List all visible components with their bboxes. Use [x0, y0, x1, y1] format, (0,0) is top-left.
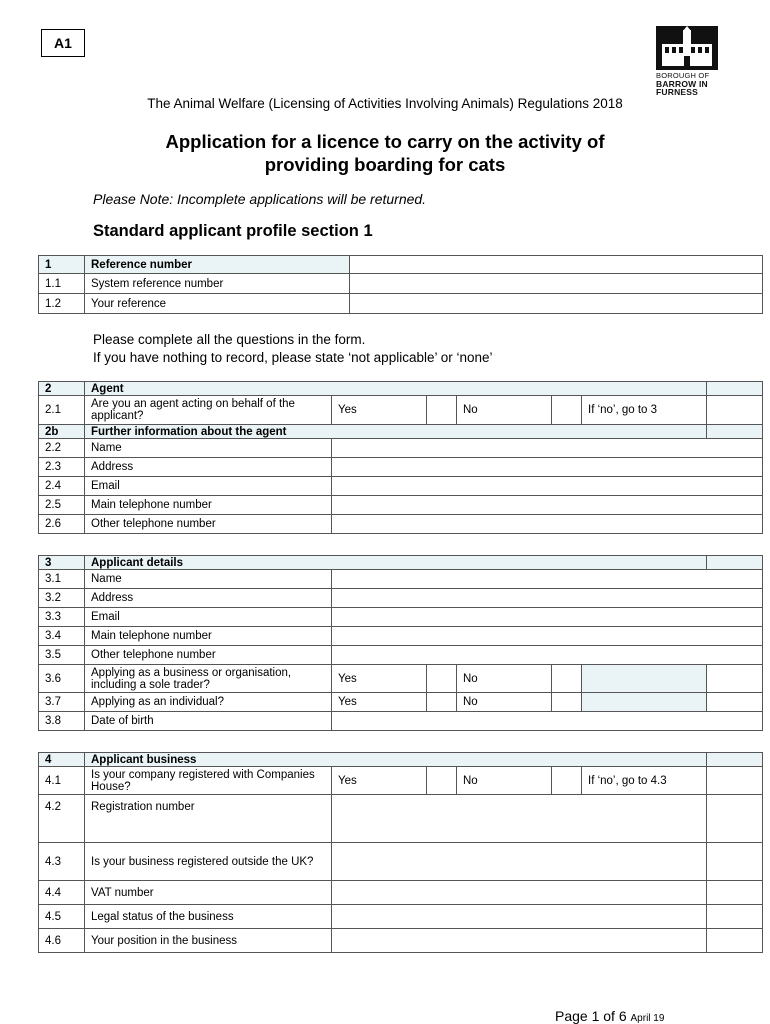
section-number: 4 [39, 753, 85, 767]
question-label: Your position in the business [85, 929, 332, 953]
question-number: 4.1 [39, 767, 85, 795]
yes-label: Yes [332, 693, 427, 712]
question-number: 2.3 [39, 458, 85, 477]
logo-line-2: BARROW IN [656, 78, 708, 89]
reference-table [38, 255, 763, 314]
question-label: Is your business registered outside the UK? [85, 843, 332, 881]
yes-label: Yes [332, 665, 427, 693]
question-label: Other telephone number [85, 515, 332, 534]
question-label: System reference number [85, 274, 350, 294]
section-number: 3 [39, 556, 85, 570]
question-label: Legal status of the business [85, 905, 332, 929]
page-number: Page 1 of 6 [555, 1008, 627, 1024]
question-number: 3.6 [39, 665, 85, 693]
question-number: 4.3 [39, 843, 85, 881]
date-of-birth-input[interactable] [332, 712, 763, 731]
no-checkbox[interactable] [552, 396, 582, 425]
position-in-business-input[interactable] [332, 929, 707, 953]
section-title: Standard applicant profile section 1 [93, 222, 373, 240]
applicant-main-phone-input[interactable] [332, 627, 763, 646]
title-line-2: providing boarding for cats [264, 154, 506, 175]
applicant-business-table [38, 752, 763, 953]
applicant-details-table [38, 555, 763, 731]
instruction-line-1: Please complete all the questions in the form. [93, 332, 366, 347]
question-number: 3.3 [39, 608, 85, 627]
question-number: 1.1 [39, 274, 85, 294]
question-label: Applying as an individual? [85, 693, 332, 712]
page-footer [555, 1008, 664, 1024]
question-label: Applying as a business or organisation, including a sole trader? [85, 665, 332, 693]
question-label: Name [85, 439, 332, 458]
logo-line-1: BOROUGH OF [656, 71, 710, 80]
system-reference-input[interactable] [350, 274, 763, 294]
question-number: 4.6 [39, 929, 85, 953]
question-label: Address [85, 589, 332, 608]
question-label: Other telephone number [85, 646, 332, 665]
instructions [93, 331, 493, 367]
yes-checkbox[interactable] [427, 767, 457, 795]
question-number: 3.4 [39, 627, 85, 646]
yes-label: Yes [332, 767, 427, 795]
revision-date: April 19 [630, 1013, 665, 1024]
no-label: No [457, 396, 552, 425]
question-number: 2.1 [39, 396, 85, 425]
legal-status-input[interactable] [332, 905, 707, 929]
question-number: 2.5 [39, 496, 85, 515]
question-number: 3.1 [39, 570, 85, 589]
question-number: 3.8 [39, 712, 85, 731]
section-heading: Agent [85, 382, 707, 396]
question-label: Email [85, 608, 332, 627]
no-checkbox[interactable] [552, 665, 582, 693]
no-label: No [457, 665, 552, 693]
logo-line-3: FURNESS [656, 87, 699, 97]
section-heading: Applicant business [85, 753, 707, 767]
subsection-number: 2b [39, 425, 85, 439]
question-number: 4.4 [39, 881, 85, 905]
question-label: Main telephone number [85, 496, 332, 515]
agent-email-input[interactable] [332, 477, 763, 496]
agent-address-input[interactable] [332, 458, 763, 477]
registration-number-input[interactable] [332, 795, 707, 843]
question-number: 1.2 [39, 294, 85, 314]
applicant-email-input[interactable] [332, 608, 763, 627]
section-heading: Applicant details [85, 556, 707, 570]
section-number: 1 [39, 256, 85, 274]
question-label: VAT number [85, 881, 332, 905]
incomplete-note: Please Note: Incomplete applications will be returned. [93, 191, 427, 207]
skip-note: If ‘no’, go to 3 [582, 396, 707, 425]
question-label: Date of birth [85, 712, 332, 731]
agent-table [38, 381, 763, 534]
agent-name-input[interactable] [332, 439, 763, 458]
applicant-name-input[interactable] [332, 570, 763, 589]
question-number: 3.2 [39, 589, 85, 608]
question-number: 4.2 [39, 795, 85, 843]
council-logo [656, 26, 718, 96]
town-hall-logo-icon [656, 26, 718, 70]
yes-label: Yes [332, 396, 427, 425]
form-code-badge: A1 [41, 29, 85, 57]
section-number: 2 [39, 382, 85, 396]
agent-main-phone-input[interactable] [332, 496, 763, 515]
question-number: 2.6 [39, 515, 85, 534]
question-label: Address [85, 458, 332, 477]
question-label: Main telephone number [85, 627, 332, 646]
question-label: Are you an agent acting on behalf of the applicant? [85, 396, 332, 425]
question-label: Is your company registered with Companies House? [85, 767, 332, 795]
title-line-1: Application for a licence to carry on the activity of [165, 131, 605, 152]
no-label: No [457, 767, 552, 795]
no-checkbox[interactable] [552, 693, 582, 712]
question-number: 3.7 [39, 693, 85, 712]
section-heading: Reference number [85, 256, 350, 274]
question-number: 3.5 [39, 646, 85, 665]
yes-checkbox[interactable] [427, 693, 457, 712]
question-label: Email [85, 477, 332, 496]
question-number: 4.5 [39, 905, 85, 929]
applicant-other-phone-input[interactable] [332, 646, 763, 665]
skip-note: If ‘no’, go to 4.3 [582, 767, 707, 795]
applicant-address-input[interactable] [332, 589, 763, 608]
instruction-line-2: If you have nothing to record, please state ‘not applicable’ or ‘none’ [93, 350, 493, 365]
question-label: Your reference [85, 294, 350, 314]
no-label: No [457, 693, 552, 712]
your-reference-input[interactable] [350, 294, 763, 314]
vat-number-input[interactable] [332, 881, 707, 905]
question-label: Registration number [85, 795, 332, 843]
yes-checkbox[interactable] [427, 665, 457, 693]
question-label: Name [85, 570, 332, 589]
registered-outside-uk-input[interactable] [332, 843, 707, 881]
page-title [0, 130, 770, 176]
question-number: 2.4 [39, 477, 85, 496]
yes-checkbox[interactable] [427, 396, 457, 425]
question-number: 2.2 [39, 439, 85, 458]
no-checkbox[interactable] [552, 767, 582, 795]
subsection-heading: Further information about the agent [85, 425, 707, 439]
regulations-heading: The Animal Welfare (Licensing of Activities Involving Animals) Regulations 2018 [147, 96, 623, 111]
agent-other-phone-input[interactable] [332, 515, 763, 534]
